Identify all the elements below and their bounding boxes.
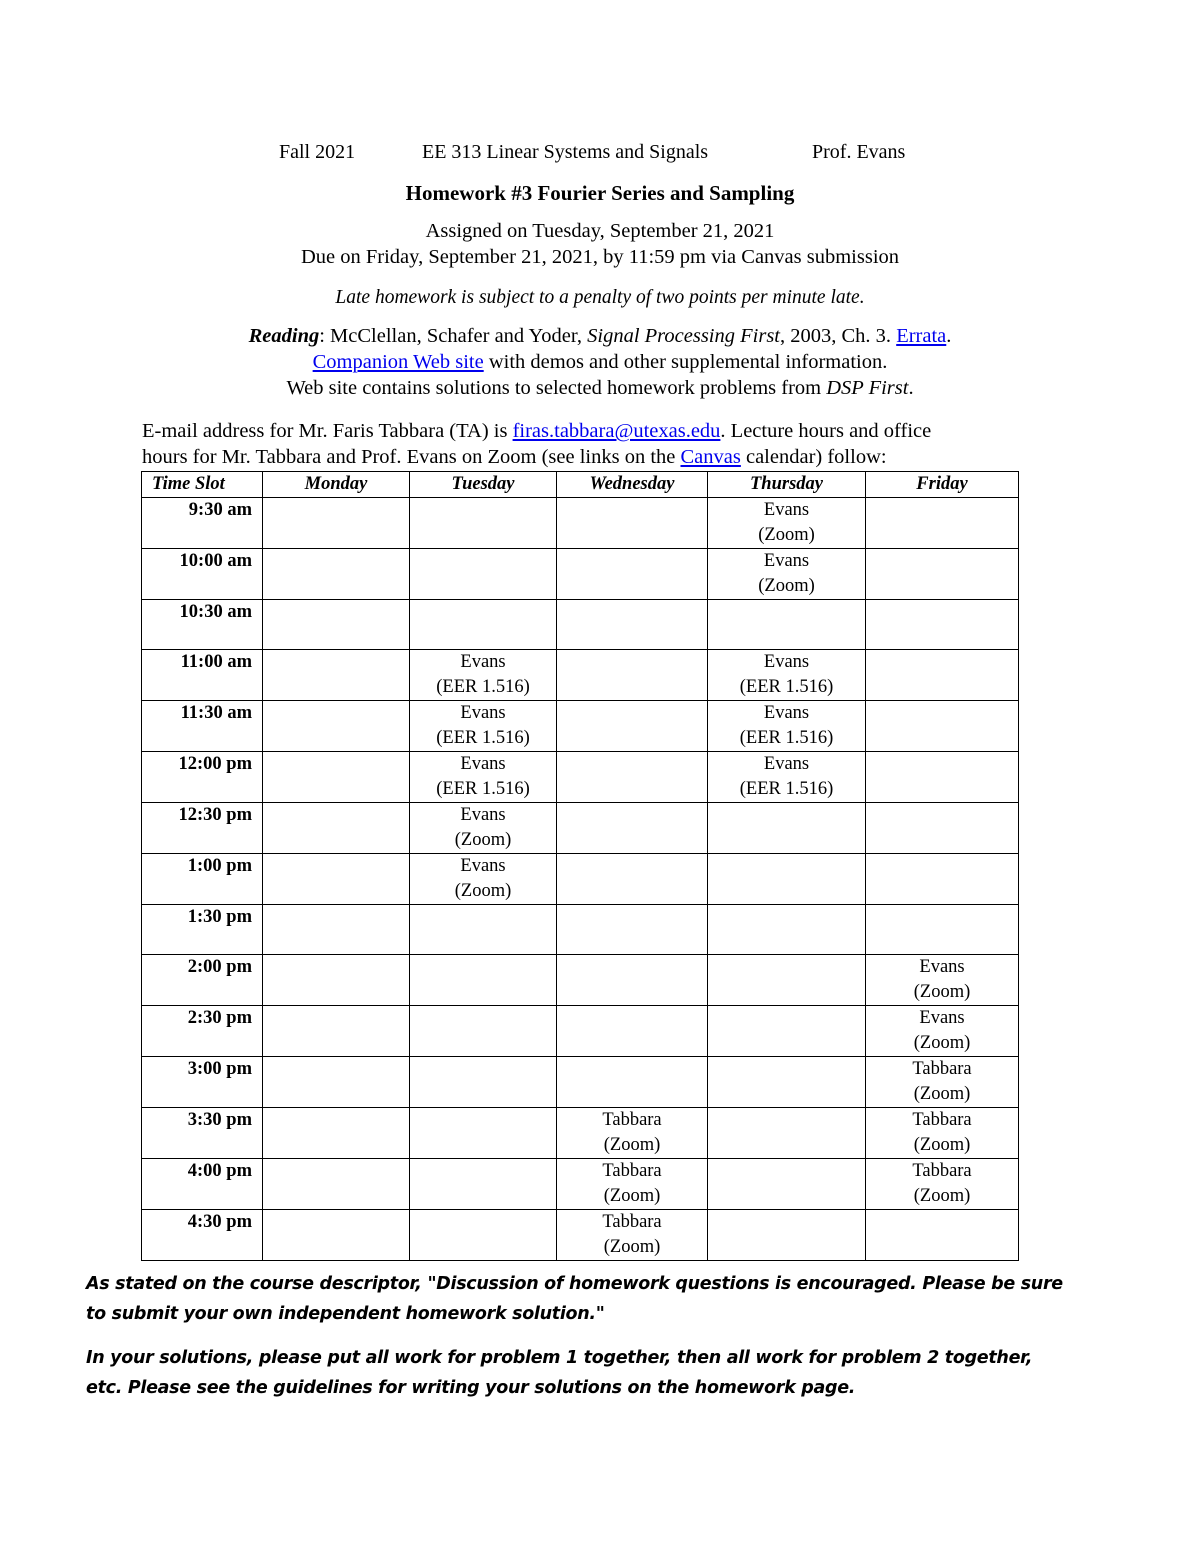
table-row (142, 752, 1019, 803)
column-header: Wednesday (557, 472, 708, 498)
column-header: Monday (263, 472, 410, 498)
schedule-cell (263, 752, 410, 803)
website-book: DSP First (826, 377, 909, 399)
schedule-cell (410, 549, 557, 600)
table-row (142, 803, 1019, 854)
cell-person: Evans (919, 957, 965, 977)
table-row (142, 1210, 1019, 1261)
website-end: . (908, 377, 914, 399)
table-row (142, 549, 1019, 600)
time-slot-cell: 4:30 pm (142, 1210, 263, 1261)
schedule-cell (708, 905, 866, 955)
time-slot-cell: 2:00 pm (142, 955, 263, 1006)
schedule-cell (708, 1108, 866, 1159)
column-header: Thursday (708, 472, 866, 498)
schedule-cell (708, 1159, 866, 1210)
schedule-cell (263, 498, 410, 549)
contact-line-1 (142, 418, 1082, 444)
cell-person: Evans (460, 805, 506, 825)
column-header: Tuesday (410, 472, 557, 498)
solutions-line-1: In your solutions, please put all work for problem 1 together, then all work for problem 2 together, (86, 1348, 1033, 1368)
schedule-cell (866, 905, 1019, 955)
cell-location: (EER 1.516) (739, 779, 834, 799)
cell-location: (Zoom) (603, 1186, 661, 1206)
cell-location: (Zoom) (913, 1084, 971, 1104)
table-row (142, 1159, 1019, 1210)
website-line (0, 377, 1200, 400)
cell-location: (Zoom) (913, 1033, 971, 1053)
contact-text-1: E-mail address for Mr. Faris Tabbara (TA) is (142, 420, 513, 442)
time-slot-cell: 11:30 am (142, 701, 263, 752)
time-slot-cell: 12:30 pm (142, 803, 263, 854)
cell-person: Tabbara (602, 1212, 662, 1232)
schedule-cell (866, 1006, 1019, 1057)
discussion-line-1: As stated on the course descriptor, "Discussion of homework questions is encouraged. Please be sure (86, 1274, 1063, 1294)
cell-person: Evans (919, 1008, 965, 1028)
schedule-cell (866, 1057, 1019, 1108)
cell-person: Evans (460, 652, 506, 672)
companion-line (0, 351, 1200, 374)
schedule-cell (557, 905, 708, 955)
schedule-cell (263, 905, 410, 955)
contact-text-3: hours for Mr. Tabbara and Prof. Evans on Zoom (see links on the (142, 446, 681, 468)
table-row (142, 701, 1019, 752)
schedule-cell (557, 650, 708, 701)
schedule-cell (866, 752, 1019, 803)
discussion-note (86, 1269, 1086, 1329)
reading-period: . (946, 325, 952, 347)
schedule-cell (410, 905, 557, 955)
cell-person: Evans (763, 551, 810, 571)
schedule-cell (263, 1108, 410, 1159)
cell-location: (EER 1.516) (436, 728, 530, 748)
table-header-row (142, 472, 1019, 498)
cell-person: Evans (460, 856, 506, 876)
companion-text: with demos and other supplemental information. (483, 351, 888, 373)
schedule-cell (708, 701, 866, 752)
contact-paragraph (142, 418, 1082, 470)
schedule-cell (410, 600, 557, 650)
schedule-cell (263, 955, 410, 1006)
companion-web-site-link[interactable]: Companion Web site (312, 351, 484, 373)
table-row (142, 1057, 1019, 1108)
schedule-cell (557, 803, 708, 854)
cell-person: Tabbara (912, 1161, 972, 1181)
schedule-cell (263, 701, 410, 752)
schedule-cell (263, 803, 410, 854)
time-slot-cell: 10:30 am (142, 600, 263, 650)
page-title: Homework #3 Fourier Series and Sampling (405, 181, 795, 205)
schedule-cell (866, 701, 1019, 752)
cell-person: Evans (763, 703, 810, 723)
discussion-line-2: to submit your own independent homework solution." (86, 1304, 605, 1324)
schedule-cell (708, 600, 866, 650)
schedule-cell (410, 1006, 557, 1057)
time-slot-cell: 1:30 pm (142, 905, 263, 955)
cell-location: (EER 1.516) (739, 677, 834, 697)
time-slot-cell: 3:00 pm (142, 1057, 263, 1108)
schedule-cell (866, 600, 1019, 650)
schedule-cell (263, 1006, 410, 1057)
schedule-cell (557, 701, 708, 752)
schedule-cell (866, 549, 1019, 600)
schedule-cell (410, 1108, 557, 1159)
schedule-cell (708, 498, 866, 549)
office-hours-table (141, 471, 1019, 1261)
cell-location: (EER 1.516) (436, 677, 530, 697)
cell-location: (Zoom) (758, 576, 815, 596)
schedule-cell (557, 854, 708, 905)
schedule-cell (708, 1006, 866, 1057)
schedule-cell (410, 1057, 557, 1108)
cell-location: (EER 1.516) (739, 728, 834, 748)
schedule-cell (263, 854, 410, 905)
cell-person: Evans (763, 754, 810, 774)
cell-person: Evans (460, 754, 506, 774)
due-date: Due on Friday, September 21, 2021, by 11:59 pm via Canvas submission (300, 246, 900, 268)
schedule-cell (866, 854, 1019, 905)
table-row (142, 650, 1019, 701)
schedule-cell (557, 1210, 708, 1261)
column-header: Friday (866, 472, 1019, 498)
table-row (142, 955, 1019, 1006)
contact-text-4: calendar) follow: (740, 446, 887, 468)
schedule-cell (708, 549, 866, 600)
time-slot-cell: 11:00 am (142, 650, 263, 701)
schedule-cell (410, 650, 557, 701)
cell-person: Tabbara (912, 1110, 972, 1130)
reading-label: Reading (248, 325, 320, 347)
time-slot-cell: 2:30 pm (142, 1006, 263, 1057)
schedule-cell (708, 1210, 866, 1261)
cell-location: (Zoom) (603, 1135, 661, 1155)
assigned-date: Assigned on Tuesday, September 21, 2021 (425, 220, 775, 242)
time-slot-cell: 9:30 am (142, 498, 263, 549)
ta-email-link[interactable]: firas.tabbara@utexas.edu (512, 420, 721, 442)
schedule-cell (263, 1159, 410, 1210)
schedule-cell (557, 1108, 708, 1159)
schedule-cell (557, 955, 708, 1006)
cell-location: (Zoom) (758, 525, 815, 545)
time-slot-cell: 12:00 pm (142, 752, 263, 803)
cell-person: Evans (763, 500, 810, 520)
time-slot-cell: 3:30 pm (142, 1108, 263, 1159)
schedule-cell (708, 752, 866, 803)
table-row (142, 1006, 1019, 1057)
cell-person: Tabbara (912, 1059, 972, 1079)
schedule-cell (557, 1006, 708, 1057)
schedule-cell (410, 498, 557, 549)
schedule-cell (410, 1210, 557, 1261)
cell-person: Tabbara (602, 1110, 662, 1130)
table-row (142, 854, 1019, 905)
schedule-cell (708, 650, 866, 701)
cell-location: (Zoom) (603, 1237, 661, 1257)
schedule-cell (708, 803, 866, 854)
reading-chapter: , 2003, Ch. 3. (780, 325, 897, 347)
schedule-cell (410, 752, 557, 803)
schedule-cell (263, 549, 410, 600)
schedule-cell (263, 1210, 410, 1261)
schedule-cell (263, 1057, 410, 1108)
cell-person: Evans (763, 652, 810, 672)
time-slot-cell: 10:00 am (142, 549, 263, 600)
schedule-cell (866, 803, 1019, 854)
time-slot-cell: 4:00 pm (142, 1159, 263, 1210)
cell-location: (Zoom) (913, 1135, 971, 1155)
contact-line-2 (142, 444, 1082, 470)
schedule-cell (410, 955, 557, 1006)
schedule-cell (557, 1159, 708, 1210)
schedule-cell (866, 650, 1019, 701)
schedule-cell (866, 1210, 1019, 1261)
late-policy: Late homework is subject to a penalty of two points per minute late. (335, 287, 865, 308)
schedule-cell (557, 498, 708, 549)
schedule-cell (410, 854, 557, 905)
schedule-cell (866, 1108, 1019, 1159)
canvas-link[interactable]: Canvas (680, 446, 741, 468)
schedule-cell (866, 498, 1019, 549)
instructor: Prof. Evans (812, 141, 906, 163)
reading-authors: : McClellan, Schafer and Yoder, (319, 325, 588, 347)
schedule-cell (557, 600, 708, 650)
schedule-cell (557, 1057, 708, 1108)
solutions-line-2: etc. Please see the guidelines for writing your solutions on the homework page. (86, 1378, 856, 1398)
solutions-note (86, 1343, 1086, 1403)
table-row (142, 905, 1019, 955)
schedule-cell (263, 600, 410, 650)
cell-location: (EER 1.516) (436, 779, 530, 799)
schedule-cell (708, 1057, 866, 1108)
cell-location: (Zoom) (913, 982, 971, 1002)
course-name: EE 313 Linear Systems and Signals (422, 141, 709, 163)
table-row (142, 600, 1019, 650)
cell-person: Evans (460, 703, 506, 723)
schedule-cell (410, 803, 557, 854)
website-text: Web site contains solutions to selected homework problems from (286, 377, 827, 399)
reading-line (0, 325, 1200, 348)
table-row (142, 498, 1019, 549)
term: Fall 2021 (279, 141, 356, 163)
schedule-cell (866, 1159, 1019, 1210)
cell-location: (Zoom) (454, 830, 512, 850)
time-slot-cell: 1:00 pm (142, 854, 263, 905)
schedule-cell (557, 752, 708, 803)
contact-text-2: . Lecture hours and office (720, 420, 932, 442)
schedule-cell (708, 854, 866, 905)
column-header: Time Slot (142, 472, 263, 498)
schedule-cell (557, 549, 708, 600)
cell-location: (Zoom) (913, 1186, 971, 1206)
schedule-cell (263, 650, 410, 701)
table-row (142, 1108, 1019, 1159)
schedule-cell (410, 1159, 557, 1210)
cell-person: Tabbara (602, 1161, 662, 1181)
errata-link[interactable]: Errata (896, 325, 947, 347)
schedule-cell (866, 955, 1019, 1006)
reading-book: Signal Processing First (587, 325, 780, 347)
schedule-cell (410, 701, 557, 752)
cell-location: (Zoom) (454, 881, 512, 901)
schedule-cell (708, 955, 866, 1006)
